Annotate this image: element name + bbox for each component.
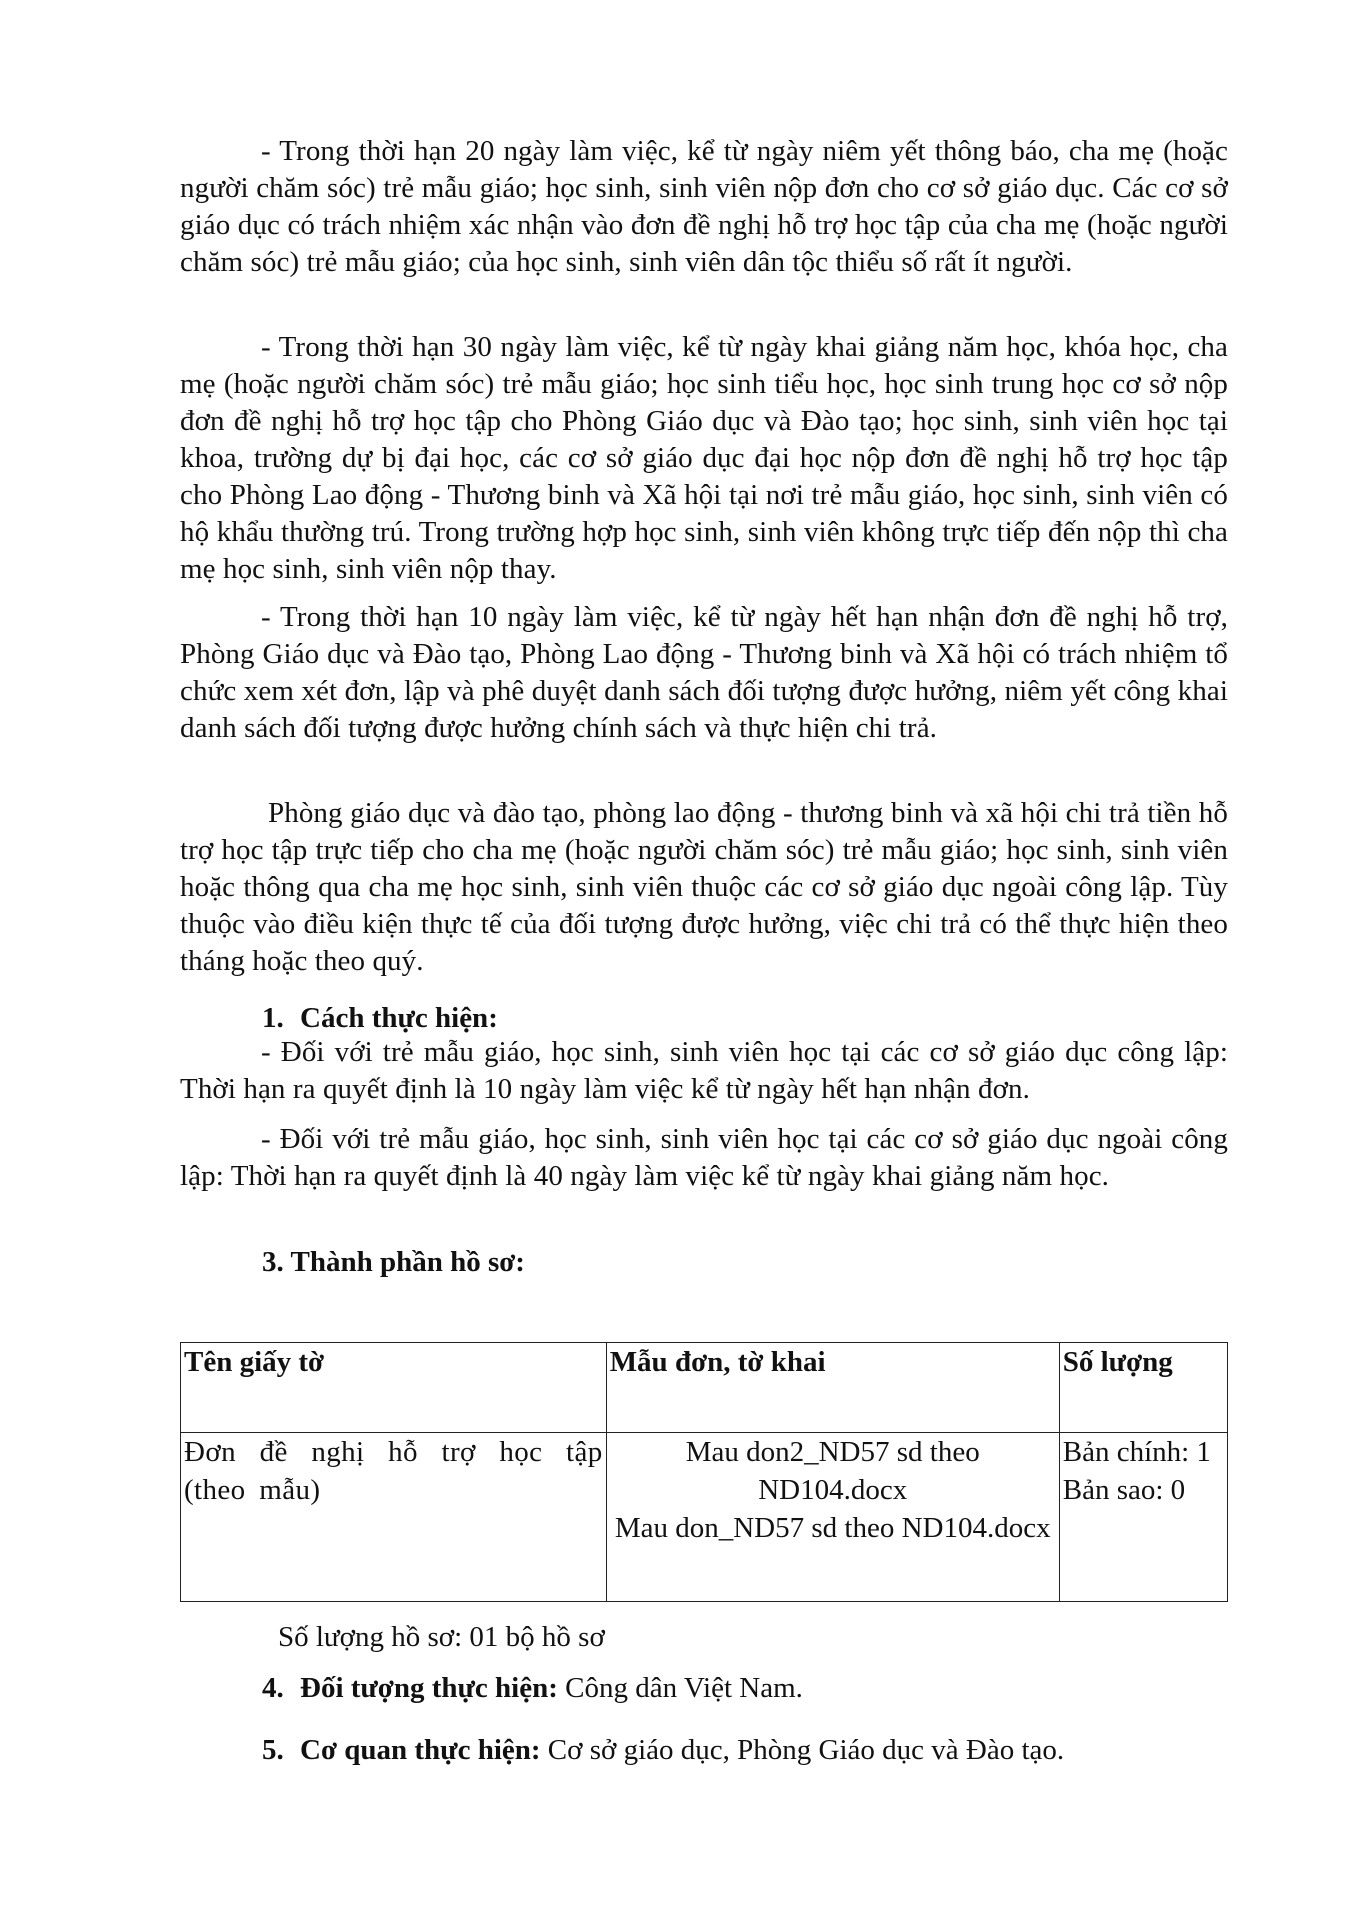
item-value: Cơ sở giáo dục, Phòng Giáo dục và Đào tạo.	[540, 1734, 1065, 1766]
table-row	[181, 1433, 1228, 1602]
heading-number: 1.	[262, 1002, 284, 1034]
item-label: Đối tượng thực hiện:	[300, 1672, 558, 1704]
paragraph-private-institutions: - Đối với trẻ mẫu giáo, học sinh, sinh viên học tại các cơ sở giáo dục ngoài công lập: Thời hạn ra quyết định là 40 ngày làm việc kể từ ngày khai giảng năm học.	[180, 1123, 1228, 1192]
item-number: 4.	[262, 1672, 284, 1704]
table-header-row	[181, 1343, 1228, 1433]
dossier-count-note: Số lượng hồ sơ: 01 bộ hồ sơ	[278, 1621, 605, 1653]
dossier-table	[180, 1342, 1228, 1602]
table-cell-quantity	[1059, 1433, 1227, 1602]
heading-text: Cách thực hiện:	[300, 1002, 498, 1034]
paragraph-public-institutions: - Đối với trẻ mẫu giáo, học sinh, sinh viên học tại các cơ sở giáo dục công lập: Thời hạn ra quyết định là 10 ngày làm việc kể từ ngày hết hạn nhận đơn.	[180, 1036, 1228, 1105]
original-copy-count: Bản chính: 1	[1062, 1436, 1211, 1468]
paragraph-review-deadline-10-days: - Trong thời hạn 10 ngày làm việc, kể từ ngày hết hạn nhận đơn đề nghị hỗ trợ, Phòng Giáo dục và Đào tạo, Phòng Lao động - Thương binh và Xã hội có trách nhiệm tổ chức xem xét đơn, lập và phê duyệt danh sách đối tượng được hưởng, niêm yết công khai danh sách đối tượng được hưởng chính sách và thực hiện chi trả.	[180, 601, 1228, 744]
table-cell-form-templates	[606, 1433, 1059, 1602]
form-file-link[interactable]: Mau don_ND57 sd theo ND104.docx	[614, 1512, 1051, 1544]
paragraph-submission-deadline-20-days: - Trong thời hạn 20 ngày làm việc, kể từ ngày niêm yết thông báo, cha mẹ (hoặc người chăm sóc) trẻ mẫu giáo; học sinh, sinh viên nộp đơn cho cơ sở giáo dục. Các cơ sở giáo dục có trách nhiệm xác nhận vào đơn đề nghị hỗ trợ học tập của cha mẹ (hoặc người chăm sóc) trẻ mẫu giáo; của học sinh, sinh viên dân tộc thiểu số rất ít người.	[180, 135, 1228, 278]
item-implementing-agency	[262, 1732, 1064, 1769]
table-header-quantity: Số lượng	[1059, 1343, 1227, 1433]
item-value: Công dân Việt Nam.	[557, 1672, 803, 1704]
paragraph-submission-deadline-30-days: - Trong thời hạn 30 ngày làm việc, kể từ ngày khai giảng năm học, khóa học, cha mẹ (hoặc người chăm sóc) trẻ mẫu giáo; học sinh tiểu học, học sinh trung học cơ sở nộp đơn đề nghị hỗ trợ học tập cho Phòng Giáo dục và Đào tạo; học sinh, sinh viên học tại khoa, trường dự bị đại học, các cơ sở giáo dục đại học nộp đơn đề nghị hỗ trợ học tập cho Phòng Lao động - Thương binh và Xã hội tại nơi trẻ mẫu giáo, học sinh, sinh viên có hộ khẩu thường trú. Trong trường hợp học sinh, sinh viên không trực tiếp đến nộp thì cha mẹ học sinh, sinh viên nộp thay.	[180, 331, 1228, 585]
heading-dossier-components: 3. Thành phần hồ sơ:	[262, 1246, 525, 1278]
paragraph-payment-method: Phòng giáo dục và đào tạo, phòng lao động - thương binh và xã hội chi trả tiền hỗ trợ học tập trực tiếp cho cha mẹ (hoặc người chăm sóc) trẻ mẫu giáo; học sinh, sinh viên hoặc thông qua cha mẹ học sinh, sinh viên thuộc các cơ sở giáo dục ngoài công lập. Tùy thuộc vào điều kiện thực tế của đối tượng được hưởng, việc chi trả có thể thực hiện theo tháng hoặc theo quý.	[180, 797, 1228, 977]
item-label: Cơ quan thực hiện:	[300, 1734, 541, 1766]
table-header-form-template: Mẫu đơn, tờ khai	[606, 1343, 1059, 1433]
heading-implementation-method	[262, 1000, 498, 1037]
item-target-subjects	[262, 1670, 803, 1707]
item-number: 5.	[262, 1734, 284, 1766]
table-cell-document-name: Đơn đề nghị hỗ trợ học tập (theo mẫu)	[181, 1433, 607, 1602]
table-header-document-name: Tên giấy tờ	[181, 1343, 607, 1433]
duplicate-copy-count: Bản sao: 0	[1062, 1474, 1186, 1506]
form-file-link[interactable]: Mau don2_ND57 sd theo ND104.docx	[685, 1436, 980, 1506]
